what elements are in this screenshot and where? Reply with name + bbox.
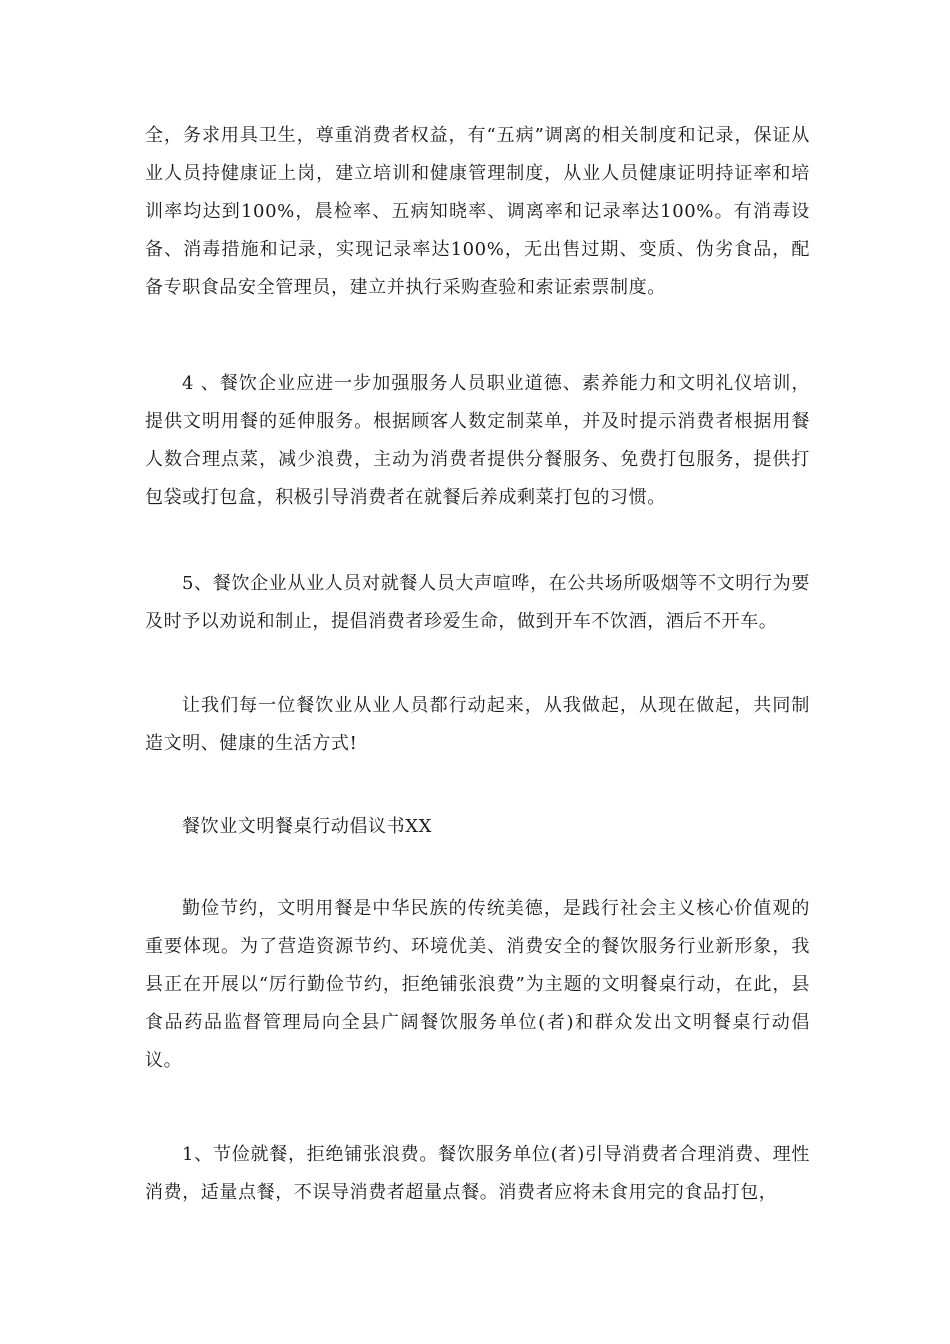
paragraph-item-5-civilized-behavior: 5、餐饮企业从业人员对就餐人员大声喧哗，在公共场所吸烟等不文明行为要及时予以劝说和制止，提倡消费者珍爱生命，做到开车不饮酒，酒后不开车。 (145, 573, 810, 632)
paragraph-hygiene-requirements: 全，务求用具卫生，尊重消费者权益，有“五病”调离的相关制度和记录，保证从业人员持健康证上岗，建立培训和健康管理制度，从业人员健康证明持证率和培训率均达到100%，晨检率、五病知晓率、调离率和记录率达100%。有消毒设备、消毒措施和记录，实现记录率达100%，无出售过期、变质、伪劣食品，配备专职食品安全管理员，建立并执行采购查验和索证索票制度。 (145, 125, 810, 298)
section-title: 餐饮业文明餐桌行动倡议书XX (182, 816, 433, 837)
paragraph-item-4-service-training: 4 、餐饮企业应进一步加强服务人员职业道德、素养能力和文明礼仪培训，提供文明用餐的延伸服务。根据顾客人数定制菜单，并及时提示消费者根据用餐人数合理点菜，减少浪费，主动为消费者提供分餐服务、免费打包服务，提供打包袋或打包盒，积极引导消费者在就餐后养成剩菜打包的习惯。 (145, 373, 810, 508)
paragraph-call-to-action: 让我们每一位餐饮业从业人员都行动起来，从我做起，从现在做起，共同制造文明、健康的生活方式! (145, 695, 810, 754)
paragraph-item-1-frugal-dining: 1、节俭就餐，拒绝铺张浪费。餐饮服务单位(者)引导消费者合理消费、理性消费，适量点餐，不误导消费者超量点餐。消费者应将未食用完的食品打包， (145, 1144, 810, 1203)
paragraph-introduction: 勤俭节约，文明用餐是中华民族的传统美德，是践行社会主义核心价值观的重要体现。为了营造资源节约、环境优美、消费安全的餐饮服务行业新形象，我县正在开展以“厉行勤俭节约，拒绝铺张浪费”为主题的文明餐桌行动，在此，县食品药品监督管理局向全县广阔餐饮服务单位(者)和群众发出文明餐桌行动倡议。 (145, 898, 810, 1071)
